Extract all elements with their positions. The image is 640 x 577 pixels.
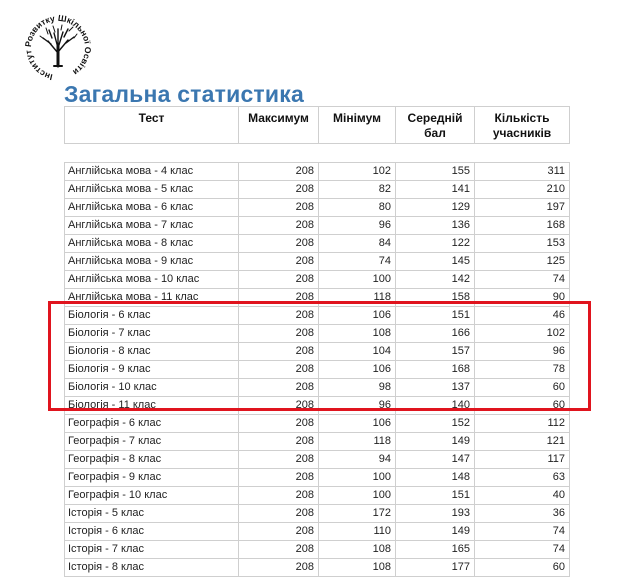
value-cell: 110 bbox=[319, 523, 396, 541]
value-cell: 208 bbox=[239, 163, 319, 181]
value-cell: 148 bbox=[396, 469, 475, 487]
table-row bbox=[65, 271, 570, 289]
value-cell: 106 bbox=[319, 415, 396, 433]
table-row bbox=[65, 541, 570, 559]
value-cell: 90 bbox=[475, 289, 570, 307]
value-cell: 84 bbox=[319, 235, 396, 253]
value-cell: 94 bbox=[319, 451, 396, 469]
test-name-cell: Географія - 10 клас bbox=[65, 487, 239, 505]
institute-logo bbox=[18, 8, 98, 88]
value-cell: 96 bbox=[319, 397, 396, 415]
table-row bbox=[65, 469, 570, 487]
value-cell: 74 bbox=[475, 523, 570, 541]
test-name-cell: Біологія - 6 клас bbox=[65, 307, 239, 325]
value-cell: 208 bbox=[239, 469, 319, 487]
value-cell: 112 bbox=[475, 415, 570, 433]
test-name-cell: Англійська мова - 4 клас bbox=[65, 163, 239, 181]
table-row bbox=[65, 433, 570, 451]
value-cell: 100 bbox=[319, 271, 396, 289]
value-cell: 40 bbox=[475, 487, 570, 505]
value-cell: 122 bbox=[396, 235, 475, 253]
value-cell: 208 bbox=[239, 361, 319, 379]
value-cell: 208 bbox=[239, 523, 319, 541]
table-row bbox=[65, 451, 570, 469]
value-cell: 208 bbox=[239, 379, 319, 397]
value-cell: 168 bbox=[396, 361, 475, 379]
table-row bbox=[65, 505, 570, 523]
value-cell: 155 bbox=[396, 163, 475, 181]
value-cell: 208 bbox=[239, 307, 319, 325]
value-cell: 108 bbox=[319, 541, 396, 559]
value-cell: 311 bbox=[475, 163, 570, 181]
table-row bbox=[65, 217, 570, 235]
value-cell: 208 bbox=[239, 487, 319, 505]
value-cell: 177 bbox=[396, 559, 475, 577]
value-cell: 36 bbox=[475, 505, 570, 523]
value-cell: 78 bbox=[475, 361, 570, 379]
column-header-min: Мінімум bbox=[319, 107, 396, 144]
value-cell: 74 bbox=[475, 541, 570, 559]
table-row bbox=[65, 415, 570, 433]
page-title: Загальна статистика bbox=[64, 81, 304, 107]
test-name-cell: Біологія - 8 клас bbox=[65, 343, 239, 361]
value-cell: 208 bbox=[239, 415, 319, 433]
test-name-cell: Англійська мова - 7 клас bbox=[65, 217, 239, 235]
value-cell: 172 bbox=[319, 505, 396, 523]
test-name-cell: Англійська мова - 6 клас bbox=[65, 199, 239, 217]
value-cell: 208 bbox=[239, 271, 319, 289]
value-cell: 208 bbox=[239, 325, 319, 343]
table-row bbox=[65, 235, 570, 253]
value-cell: 106 bbox=[319, 361, 396, 379]
value-cell: 74 bbox=[475, 271, 570, 289]
table-row bbox=[65, 523, 570, 541]
value-cell: 208 bbox=[239, 181, 319, 199]
table-row bbox=[65, 559, 570, 577]
value-cell: 82 bbox=[319, 181, 396, 199]
value-cell: 157 bbox=[396, 343, 475, 361]
value-cell: 149 bbox=[396, 523, 475, 541]
test-name-cell: Історія - 7 клас bbox=[65, 541, 239, 559]
value-cell: 208 bbox=[239, 433, 319, 451]
value-cell: 108 bbox=[319, 559, 396, 577]
value-cell: 63 bbox=[475, 469, 570, 487]
value-cell: 208 bbox=[239, 199, 319, 217]
value-cell: 208 bbox=[239, 397, 319, 415]
value-cell: 158 bbox=[396, 289, 475, 307]
value-cell: 104 bbox=[319, 343, 396, 361]
value-cell: 106 bbox=[319, 307, 396, 325]
value-cell: 80 bbox=[319, 199, 396, 217]
value-cell: 121 bbox=[475, 433, 570, 451]
value-cell: 168 bbox=[475, 217, 570, 235]
value-cell: 117 bbox=[475, 451, 570, 469]
value-cell: 118 bbox=[319, 433, 396, 451]
column-header-test: Тест bbox=[65, 107, 239, 144]
value-cell: 129 bbox=[396, 199, 475, 217]
value-cell: 208 bbox=[239, 559, 319, 577]
value-cell: 145 bbox=[396, 253, 475, 271]
value-cell: 102 bbox=[319, 163, 396, 181]
test-name-cell: Біологія - 7 клас bbox=[65, 325, 239, 343]
value-cell: 137 bbox=[396, 379, 475, 397]
value-cell: 208 bbox=[239, 541, 319, 559]
test-name-cell: Історія - 6 клас bbox=[65, 523, 239, 541]
test-name-cell: Біологія - 10 клас bbox=[65, 379, 239, 397]
value-cell: 96 bbox=[319, 217, 396, 235]
test-name-cell: Історія - 8 клас bbox=[65, 559, 239, 577]
value-cell: 151 bbox=[396, 307, 475, 325]
value-cell: 102 bbox=[475, 325, 570, 343]
test-name-cell: Англійська мова - 9 клас bbox=[65, 253, 239, 271]
table-row bbox=[65, 163, 570, 181]
value-cell: 125 bbox=[475, 253, 570, 271]
value-cell: 210 bbox=[475, 181, 570, 199]
test-name-cell: Географія - 9 клас bbox=[65, 469, 239, 487]
test-name-cell: Географія - 7 клас bbox=[65, 433, 239, 451]
value-cell: 208 bbox=[239, 217, 319, 235]
column-header-avg: Середній бал bbox=[396, 107, 475, 144]
value-cell: 74 bbox=[319, 253, 396, 271]
value-cell: 118 bbox=[319, 289, 396, 307]
value-cell: 140 bbox=[396, 397, 475, 415]
logo-text: Інститут Розвитку Шкільної Освіти bbox=[22, 12, 94, 83]
test-name-cell: Географія - 8 клас bbox=[65, 451, 239, 469]
column-header-max: Максимум bbox=[239, 107, 319, 144]
value-cell: 142 bbox=[396, 271, 475, 289]
value-cell: 193 bbox=[396, 505, 475, 523]
test-name-cell: Англійська мова - 5 клас bbox=[65, 181, 239, 199]
table-header-row bbox=[65, 107, 570, 144]
value-cell: 136 bbox=[396, 217, 475, 235]
test-name-cell: Біологія - 9 клас bbox=[65, 361, 239, 379]
value-cell: 165 bbox=[396, 541, 475, 559]
value-cell: 100 bbox=[319, 487, 396, 505]
value-cell: 100 bbox=[319, 469, 396, 487]
value-cell: 60 bbox=[475, 397, 570, 415]
value-cell: 208 bbox=[239, 289, 319, 307]
table-row bbox=[65, 181, 570, 199]
value-cell: 151 bbox=[396, 487, 475, 505]
value-cell: 96 bbox=[475, 343, 570, 361]
value-cell: 208 bbox=[239, 505, 319, 523]
value-cell: 46 bbox=[475, 307, 570, 325]
value-cell: 60 bbox=[475, 559, 570, 577]
test-name-cell: Історія - 5 клас bbox=[65, 505, 239, 523]
table-row bbox=[65, 199, 570, 217]
value-cell: 60 bbox=[475, 379, 570, 397]
test-name-cell: Географія - 6 клас bbox=[65, 415, 239, 433]
test-name-cell: Англійська мова - 10 клас bbox=[65, 271, 239, 289]
value-cell: 208 bbox=[239, 343, 319, 361]
value-cell: 141 bbox=[396, 181, 475, 199]
value-cell: 152 bbox=[396, 415, 475, 433]
highlight-box bbox=[48, 301, 591, 411]
value-cell: 153 bbox=[475, 235, 570, 253]
value-cell: 208 bbox=[239, 451, 319, 469]
column-header-count: Кількість учасників bbox=[475, 107, 570, 144]
table-row bbox=[65, 487, 570, 505]
value-cell: 147 bbox=[396, 451, 475, 469]
value-cell: 166 bbox=[396, 325, 475, 343]
test-name-cell: Біологія - 11 клас bbox=[65, 397, 239, 415]
value-cell: 98 bbox=[319, 379, 396, 397]
value-cell: 197 bbox=[475, 199, 570, 217]
table-row bbox=[65, 253, 570, 271]
tree-icon bbox=[40, 25, 77, 66]
value-cell: 208 bbox=[239, 235, 319, 253]
value-cell: 149 bbox=[396, 433, 475, 451]
test-name-cell: Англійська мова - 8 клас bbox=[65, 235, 239, 253]
spacer-row bbox=[65, 144, 570, 163]
value-cell: 208 bbox=[239, 253, 319, 271]
test-name-cell: Англійська мова - 11 клас bbox=[65, 289, 239, 307]
value-cell: 108 bbox=[319, 325, 396, 343]
